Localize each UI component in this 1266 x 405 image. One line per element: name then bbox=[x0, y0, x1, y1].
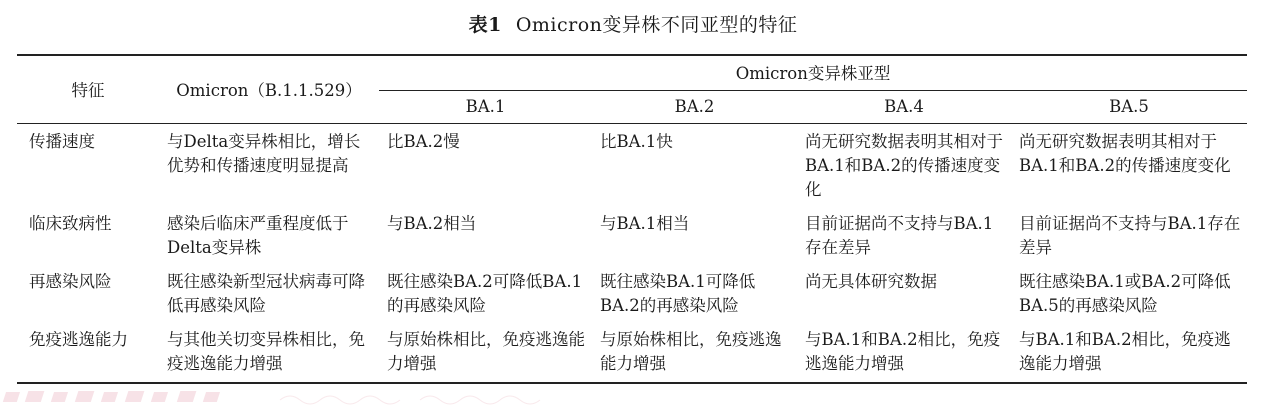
omicron-subtype-table bbox=[17, 54, 1247, 384]
row-feature: 临床致病性 bbox=[29, 214, 112, 233]
cell-omicron: 与Delta变异株相比，增长优势和传播速度明显提高 bbox=[167, 132, 361, 175]
cell-ba1: 与原始株相比，免疫逃逸能力增强 bbox=[379, 324, 592, 383]
cell-ba2: 既往感染BA.1可降低BA.2的再感染风险 bbox=[600, 272, 756, 315]
header-ba5: BA.5 bbox=[1011, 91, 1247, 124]
cell-ba2: 与BA.1相当 bbox=[600, 214, 690, 233]
cell-ba4: 与BA.1和BA.2相比，免疫逃逸能力增强 bbox=[797, 324, 1011, 383]
row-feature: 再感染风险 bbox=[29, 272, 112, 291]
table-title: Omicron变异株不同亚型的特征 bbox=[515, 14, 798, 36]
cell-ba2: 比BA.1快 bbox=[600, 132, 673, 151]
cell-ba2: 与原始株相比，免疫逃逸能力增强 bbox=[592, 324, 797, 383]
table-caption bbox=[0, 10, 1266, 37]
header-subtype-group: Omicron变异株亚型 bbox=[379, 55, 1247, 91]
cell-omicron: 与其他关切变异株相比，免疫逃逸能力增强 bbox=[159, 324, 379, 383]
cell-ba5: 目前证据尚不支持与BA.1存在差异 bbox=[1019, 214, 1241, 257]
header-omicron: Omicron（B.1.1.529） bbox=[159, 55, 379, 124]
cell-ba1: 比BA.2慢 bbox=[387, 132, 460, 151]
header-row bbox=[17, 55, 1247, 91]
cell-ba5: 尚无研究数据表明其相对于BA.1和BA.2的传播速度变化 bbox=[1019, 132, 1231, 175]
table-row bbox=[17, 124, 1247, 209]
table-number: 表1 bbox=[468, 14, 502, 36]
table-row bbox=[17, 266, 1247, 324]
cell-ba4: 尚无研究数据表明其相对于BA.1和BA.2的传播速度变化 bbox=[805, 132, 1003, 199]
header-ba1: BA.1 bbox=[379, 91, 592, 124]
cell-ba1: 既往感染BA.2可降低BA.1的再感染风险 bbox=[387, 272, 583, 315]
cell-ba4: 尚无具体研究数据 bbox=[805, 272, 937, 291]
header-feature: 特征 bbox=[17, 55, 159, 124]
table-row bbox=[17, 208, 1247, 266]
watermark-graphic bbox=[0, 386, 600, 405]
cell-ba4: 目前证据尚不支持与BA.1存在差异 bbox=[805, 214, 994, 257]
cell-ba5: 与BA.1和BA.2相比，免疫逃逸能力增强 bbox=[1011, 324, 1247, 383]
cell-ba1: 与BA.2相当 bbox=[387, 214, 477, 233]
cell-omicron: 既往感染新型冠状病毒可降低再感染风险 bbox=[167, 272, 365, 315]
row-feature: 免疫逃逸能力 bbox=[17, 324, 159, 383]
watermark-stamp bbox=[0, 386, 600, 405]
cell-omicron: 感染后临床严重程度低于Delta变异株 bbox=[167, 214, 349, 257]
cell-ba5: 既往感染BA.1或BA.2可降低BA.5的再感染风险 bbox=[1019, 272, 1231, 315]
header-ba4: BA.4 bbox=[797, 91, 1011, 124]
header-ba2: BA.2 bbox=[592, 91, 797, 124]
row-feature: 传播速度 bbox=[29, 132, 95, 151]
table-row bbox=[17, 324, 1247, 383]
